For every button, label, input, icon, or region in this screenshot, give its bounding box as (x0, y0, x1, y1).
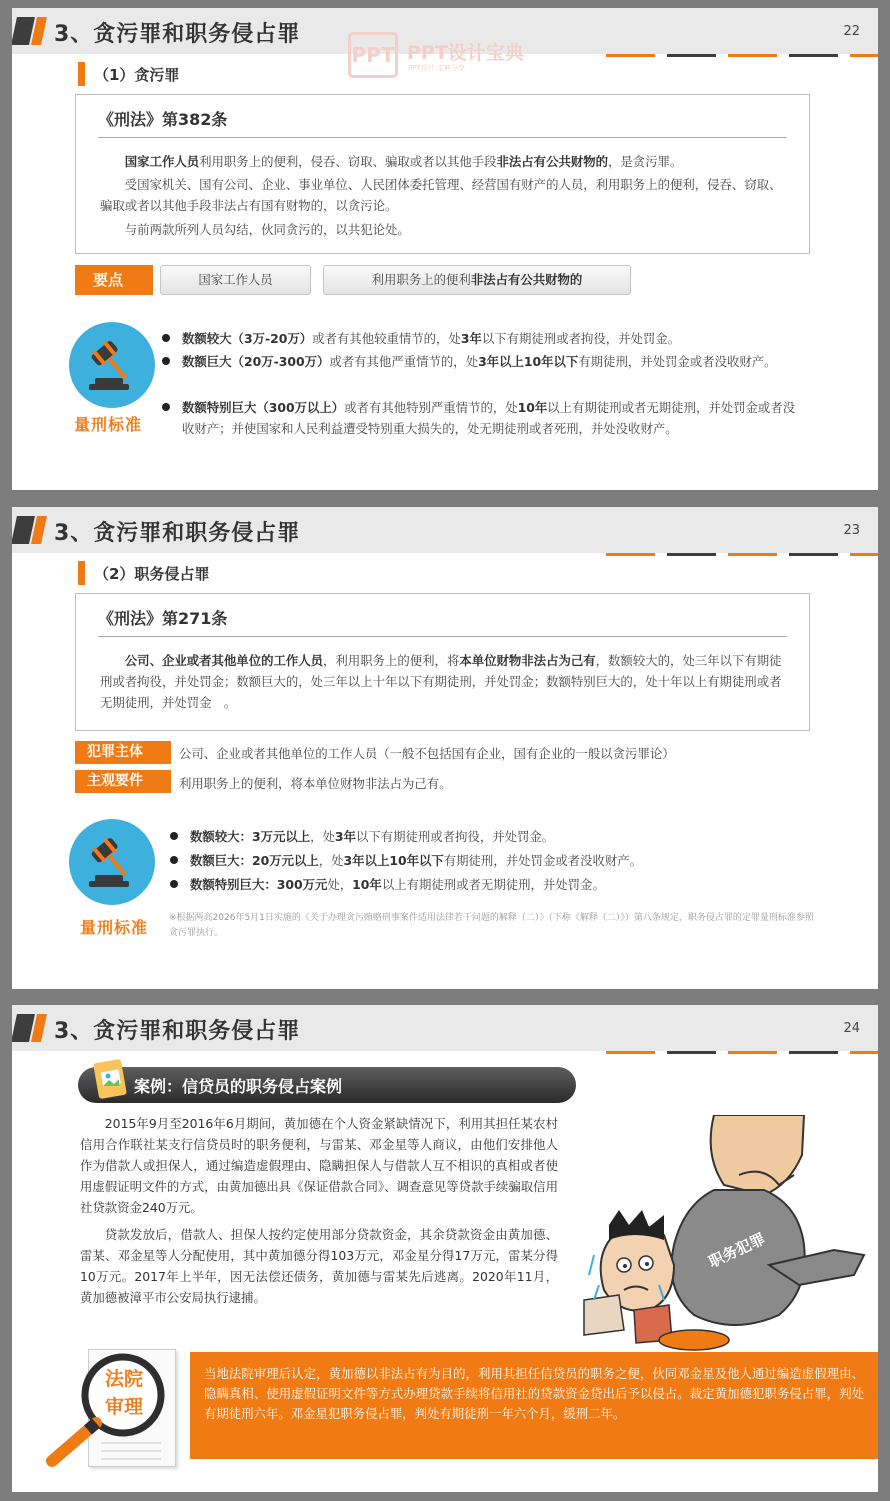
footnote: ※根据两高2026年5月1日实施的《关于办理贪污贿赂刑事案件适用法律若干问题的解释（二）》（下称《解释（二）》）第八条规定，职务侵占罪的定罪量刑标准参照贪污罪执行。 (169, 913, 814, 938)
watermark-logo: PPT (348, 32, 398, 78)
slide-23 (12, 507, 878, 989)
bullet-icon (170, 880, 178, 888)
header-dash (667, 54, 716, 57)
sentence-item: 数额特别巨大（300万以上）或者有其他特别严重情节的，处10年以上有期徒刑或者无期徒刑，并处罚金或者没收财产；并使国家和人民利益遭受特别重大损失的，处无期徒刑或者死刑，并处没收财产。 (162, 397, 802, 460)
header-dash (789, 54, 838, 57)
case-title-bar (78, 1067, 576, 1103)
header-dash (667, 1051, 716, 1054)
section-marker (78, 561, 85, 585)
law-para-1: 公司、企业或者其他单位的工作人员，利用职务上的便利，将本单位财物非法占为己有，数额较大的，处三年以下有期徒刑或者拘役，并处罚金；数额巨大的，处三年以上十年以下有期徒刑，并处罚金；数额特别巨大的，处十年以上有期徒刑或者无期徒刑，并处罚金 。 (100, 653, 782, 710)
sentence-item: 数额巨大（20万-300万）或者有其他严重情节的，处3年以上10年以下有期徒刑，并处罚金或者没收财产。 (162, 351, 802, 393)
sentencing-label: 量刑标准 (80, 918, 149, 937)
law-divider (98, 137, 787, 138)
court-review-label: 法院 审理 (104, 1368, 143, 1418)
section-title: （1）贪污罪 (94, 66, 180, 84)
header-dash (850, 553, 878, 556)
header-dash (728, 1051, 777, 1054)
verdict-box (190, 1352, 878, 1459)
law-box (75, 593, 810, 731)
slide-24 (12, 1005, 878, 1492)
slide-header (12, 1005, 878, 1051)
page-number: 22 (843, 24, 860, 39)
key-point-pill: 利用职务上的便利非法占有公共财物的 (323, 265, 631, 295)
crime-subject-label: 犯罪主体 (75, 741, 171, 764)
header-dash (728, 54, 777, 57)
slide-title: 3、贪污罪和职务侵占罪 (54, 22, 301, 47)
folder-photo-icon (92, 1057, 128, 1101)
cartoon-illustration (564, 1115, 878, 1353)
bullet-icon (162, 357, 170, 365)
gavel-icon (69, 322, 155, 408)
law-box (75, 94, 810, 254)
header-dash (789, 1051, 838, 1054)
section-title: （2）职务侵占罪 (94, 565, 210, 583)
header-dash (606, 1051, 655, 1054)
slide-header (12, 507, 878, 553)
watermark-brand: PPT设计宝典 (407, 42, 524, 64)
page-number: 24 (843, 1021, 860, 1036)
gavel-icon (69, 819, 155, 905)
case-paragraph-1: 2015年9月至2016年6月期间，黄加德在个人资金紧缺情况下，利用其担任某农村信用合作联社某支行信贷员时的职务便利，与雷某、邓金星等人商议，由他们安排他人作为借款人或担保人，通过编造虚假理由、隐瞒担保人与借款人互不相识的真相或者使用虚假证明文件的方式，由黄加德出具《保证借款合同》、调查意见等贷款手续骗取信用社贷款资金240万元。 (80, 1116, 558, 1215)
sentence-item: 数额较大（3万-20万）或者有其他较重情节的，处3年以下有期徒刑或者拘役，并处罚金。 (162, 328, 802, 349)
law-para-2: 受国家机关、国有公司、企业、事业单位、人民团体委托管理、经营国有财产的人员，利用职务上的便利，侵吞、窃取、骗取或者以其他手段非法占有国有财物的，以贪污论。 (100, 177, 782, 213)
sentence-item: 数额巨大：20万元以上，处3年以上10年以下有期徒刑，并处罚金或者没收财产。 (170, 850, 810, 871)
law-para-1: 国家工作人员利用职务上的便利，侵吞、窃取、骗取或者以其他手段非法占有公共财物的，是贪污罪。 (124, 154, 683, 169)
watermark-tagline: PPT设计·宝典分享 (408, 64, 465, 72)
case-title: 案例：信贷员的职务侵占案例 (134, 1077, 343, 1096)
key-points-tag: 要点 (75, 265, 153, 295)
slide-title: 3、贪污罪和职务侵占罪 (54, 1019, 301, 1044)
case-paragraph-2: 贷款发放后，借款人、担保人按约定使用部分贷款资金，其余贷款资金由黄加德、雷某、邓金星等人分配使用，其中黄加德分得103万元，邓金星分得17万元，雷某分得10万元。2017年上半年，因无法偿还债务，黄加德与雷某先后逃离。2020年11月，黄加德被漳平市公安局执行逮捕。 (80, 1227, 558, 1305)
header-dash (728, 553, 777, 556)
law-title: 《刑法》第271条 (98, 609, 228, 628)
header-dash (850, 1051, 878, 1054)
bullet-icon (162, 334, 170, 342)
bullet-icon (162, 403, 170, 411)
bullet-icon (170, 832, 178, 840)
slide-title: 3、贪污罪和职务侵占罪 (54, 521, 301, 546)
slide-22 (12, 8, 878, 490)
sentence-item: 数额特别巨大：300万元处，10年以上有期徒刑或者无期徒刑，并处罚金。 (170, 874, 810, 895)
key-point-pill: 国家工作人员 (160, 265, 311, 295)
header-dash (606, 54, 655, 57)
subjective-element-text: 利用职务上的便利，将本单位财物非法占为己有。 (179, 776, 452, 791)
header-dash (667, 553, 716, 556)
svg-text:职务犯罪: 职务犯罪 (705, 1229, 768, 1272)
section-marker (78, 62, 85, 86)
page-number: 23 (843, 523, 860, 538)
crime-subject-text: 公司、企业或者其他单位的工作人员（一般不包括国有企业，国有企业的一般以贪污罪论） (179, 746, 675, 761)
header-dash (789, 553, 838, 556)
header-dash (606, 553, 655, 556)
law-para-3: 与前两款所列人员勾结，伙同贪污的，以共犯论处。 (124, 222, 410, 237)
verdict-text: 当地法院审理后认定，黄加德以非法占有为目的，利用其担任信贷员的职务之便，伙同邓金星及他人通过编造虚假理由、隐瞒真相、使用虚假证明文件等方式办理贷款手续将信用社的贷款资金贷出后予以侵占。裁定黄加德犯职务侵占罪，判处有期徒刑六年。邓金星犯职务侵占罪，判处有期徒刑一年六个月，缓刑二年。 (204, 1366, 864, 1421)
bullet-icon (170, 856, 178, 864)
subjective-element-label: 主观要件 (75, 770, 171, 793)
law-title: 《刑法》第382条 (98, 110, 228, 129)
sentencing-label: 量刑标准 (74, 415, 143, 434)
header-dash (850, 54, 878, 57)
sentence-item: 数额较大：3万元以上，处3年以下有期徒刑或者拘役，并处罚金。 (170, 826, 810, 847)
law-divider (98, 636, 787, 637)
